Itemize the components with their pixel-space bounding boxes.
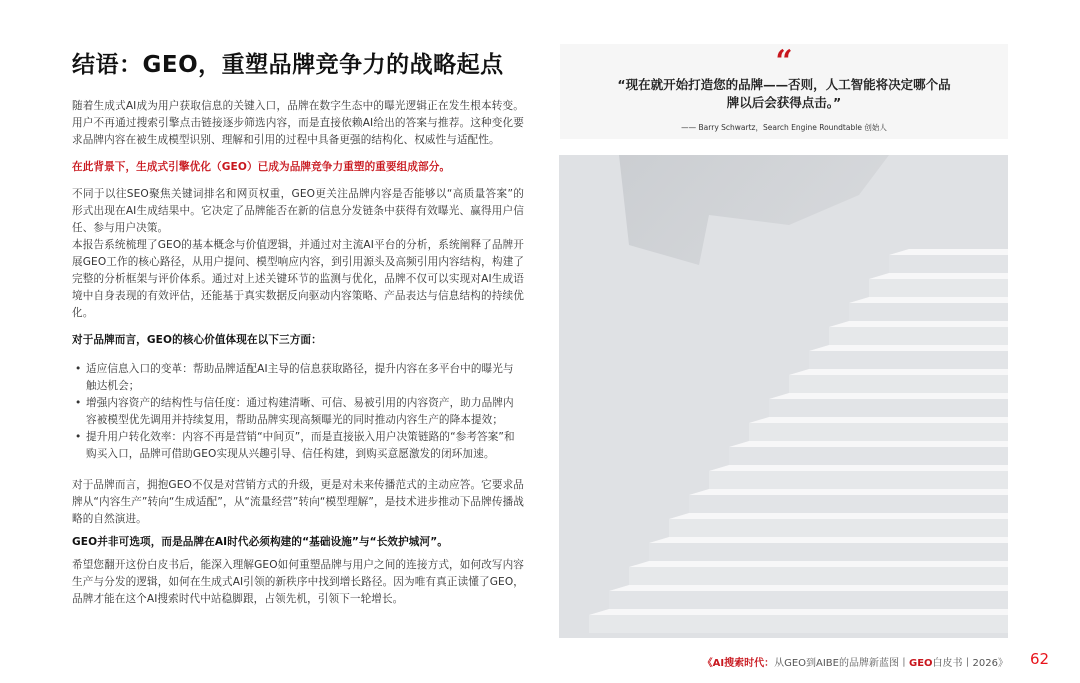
stair-riser: [869, 279, 1008, 297]
stair-tread: [649, 537, 1008, 543]
page-title: 结语：GEO，重塑品牌竞争力的战略起点: [72, 52, 504, 78]
quote-text: “现在就开始打造您的品牌——否则，人工智能将决定哪个品牌以后会获得点击。”: [617, 77, 951, 110]
stair-tread: [749, 417, 1008, 423]
stair-tread: [769, 393, 1008, 399]
stair-riser: [669, 519, 1008, 537]
stair-riser: [749, 423, 1008, 441]
stair-tread: [809, 345, 1008, 351]
quote-mark-icon: “: [775, 44, 793, 79]
stair-riser: [809, 351, 1008, 369]
core-value-list: [72, 361, 524, 463]
closing-paragraph: 希望您翻开这份白皮书后，能深入理解GEO如何重塑品牌与用户之间的连接方式，如何改写内容生产与分发的逻辑，如何在生成式AI引领的新秩序中找到增长路径。因为唯有真正读懂了GEO，品牌才能在这个AI搜索时代中站稳脚跟，占领先机，引领下一轮增长。: [72, 559, 524, 605]
white-staircase-photo: [559, 155, 1008, 638]
stair-riser: [829, 327, 1008, 345]
stair-tread: [609, 585, 1008, 591]
highlight-statement: 在此背景下，生成式引擎优化（GEO）已成为品牌竞争力重塑的重要组成部分。: [72, 161, 451, 173]
stair-riser: [649, 543, 1008, 561]
stair-tread: [709, 465, 1008, 471]
stair-riser: [769, 399, 1008, 417]
list-item: • 适应信息入口的变革：帮助品牌适配AI主导的信息获取路径，提升内容在多平台中的曝光与触达机会；: [72, 361, 524, 395]
stair-riser: [689, 495, 1008, 513]
stair-tread: [789, 369, 1008, 375]
page-number: 62: [1030, 650, 1050, 668]
list-item: • 增强内容资产的结构性与信任度：通过构建清晰、可信、易被引用的内容资产，助力品牌内容被模型优先调用并持续复用，帮助品牌实现高频曝光的同时推动内容生产的降本提效；: [72, 395, 524, 429]
footer-title: 《AI搜索时代：从GEO到AIBE的品牌新蓝图丨GEO白皮书丨2026》: [702, 658, 1008, 669]
stair-riser: [609, 591, 1008, 609]
stair-riser: [629, 567, 1008, 585]
quote-author: —— Barry Schwartz，Search Engine Roundtable 创始人: [681, 123, 887, 132]
stair-tread: [869, 273, 1008, 279]
stair-tread: [629, 561, 1008, 567]
stair-riser: [709, 471, 1008, 489]
body-column: [72, 98, 524, 618]
staircase-illustration: [559, 155, 1008, 638]
stair-tread: [589, 609, 1008, 615]
stair-tread: [669, 513, 1008, 519]
list-item: • 提升用户转化效率：内容不再是营销“中间页”，而是直接嵌入用户决策链路的“参考答案”和购买入口，品牌可借助GEO实现从兴趣引导、信任构建，到购买意愿激发的闭环加速。: [72, 429, 524, 463]
stair-riser: [589, 615, 1008, 633]
stair-riser: [789, 375, 1008, 393]
conclusion-paragraph: 对于品牌而言，拥抱GEO不仅是对营销方式的升级，更是对未来传播范式的主动应答。它要求品牌从“内容生产”转向“生成适配”，从“流量经营”转向“模型理解”，是技术进步推动下品牌传播战略的自然演进。: [72, 479, 524, 525]
stair-tread: [849, 297, 1008, 303]
stair-riser: [889, 255, 1008, 273]
report-summary-paragraph: 本报告系统梳理了GEO的基本概念与价值逻辑，并通过对主流AI平台的分析，系统阐释了品牌开展GEO工作的核心路径，从用户提问、模型响应内容，到引用源头及高频引用内容结构，构建了完整的分析框架与评价体系。通过对上述关键环节的监测与优化，品牌不仅可以实现对AI生成语境中自身表现的有效评估，还能基于真实数据反向驱动内容策略、产品表达与信息结构的持续优化。: [72, 239, 524, 319]
stair-tread: [729, 441, 1008, 447]
stair-tread: [889, 249, 1008, 255]
infrastructure-statement: GEO并非可选项，而是品牌在AI时代必须构建的“基础设施”与“长效护城河”。: [72, 536, 448, 548]
seo-comparison-paragraph: 不同于以往SEO聚焦关键词排名和网页权重，GEO更关注品牌内容是否能够以“高质量答案”的形式出现在AI生成结果中。它决定了品牌能否在新的信息分发链条中获得有效曝光、赢得用户信任、参与用户决策。: [72, 188, 524, 234]
quote-box: [560, 44, 1008, 139]
stair-tread: [829, 321, 1008, 327]
stair-riser: [729, 447, 1008, 465]
intro-paragraph: 随着生成式AI成为用户获取信息的关键入口，品牌在数字生态中的曝光逻辑正在发生根本转变。用户不再通过搜索引擎点击链接逐步筛选内容，而是直接依赖AI给出的答案与推荐。这种变化要求品牌内容在被生成模型识别、理解和引用的过程中具备更强的结构化、权威性与适配性。: [72, 100, 524, 146]
core-value-heading: 对于品牌而言，GEO的核心价值体现在以下三方面：: [72, 334, 322, 346]
stair-riser: [849, 303, 1008, 321]
stair-tread: [689, 489, 1008, 495]
